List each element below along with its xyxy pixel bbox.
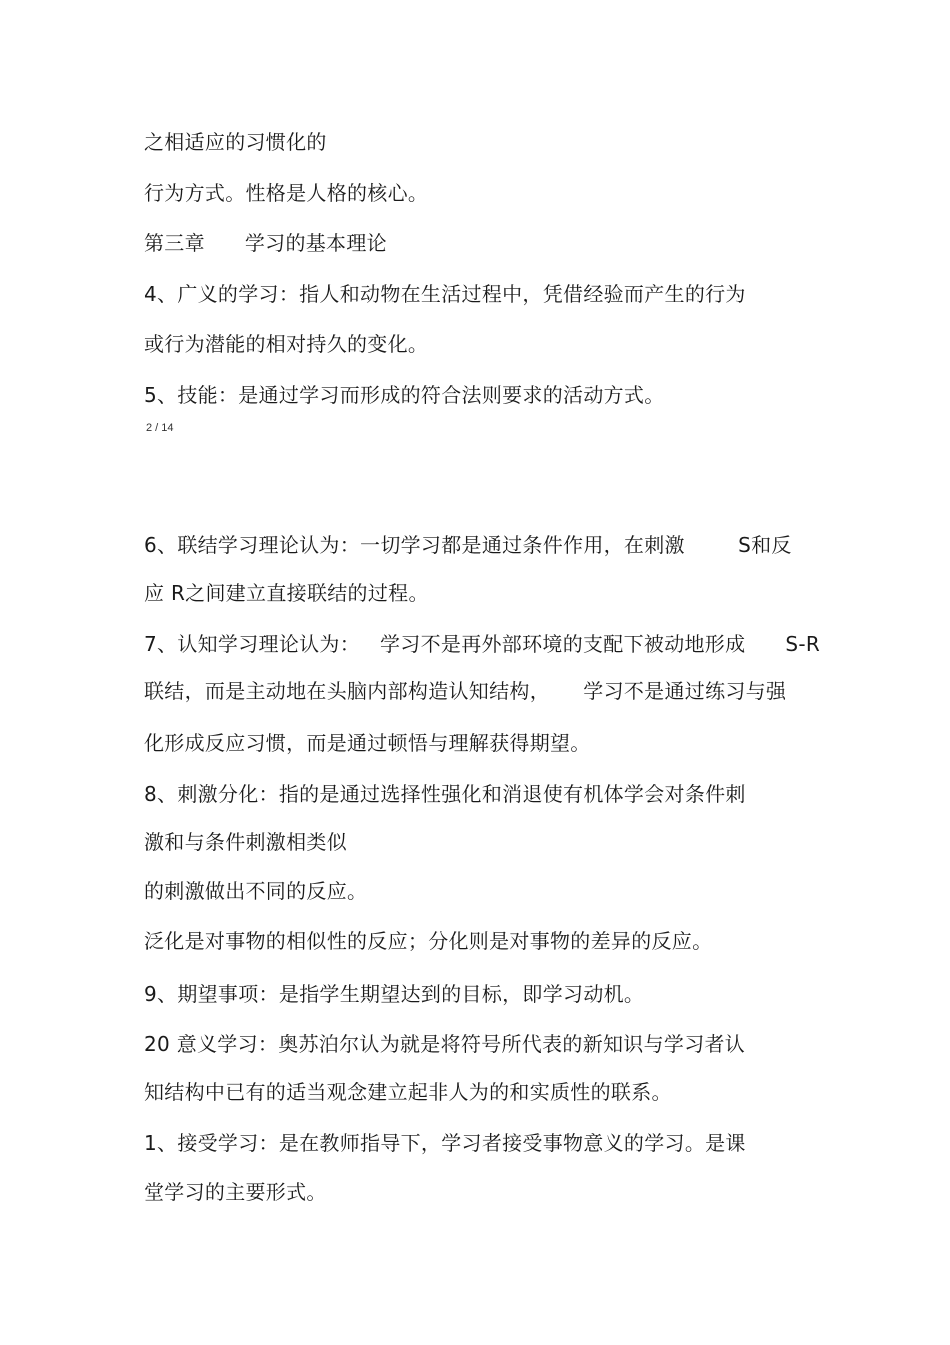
text-line: 化形成反应习惯，而是通过顿悟与理解获得期望。 <box>144 731 591 755</box>
text-line: 联结，而是主动地在头脑内部构造认知结构， 学习不是通过练习与强 <box>144 679 787 703</box>
text-line: 4、广义的学习：指人和动物在生活过程中，凭借经验而产生的行为 <box>144 282 746 306</box>
page-number: 2 / 14 <box>146 422 174 434</box>
text-line: 的刺激做出不同的反应。 <box>144 879 368 903</box>
text-line: 应 R之间建立直接联结的过程。 <box>144 581 429 605</box>
text-line: 知结构中已有的适当观念建立起非人为的和实质性的联系。 <box>144 1080 672 1104</box>
text-line: 20 意义学习：奥苏泊尔认为就是将符号所代表的新知识与学习者认 <box>144 1032 746 1056</box>
text-line: 8、刺激分化：指的是通过选择性强化和消退使有机体学会对条件刺 <box>144 782 746 806</box>
text-line: 9、期望事项：是指学生期望达到的目标，即学习动机。 <box>144 982 645 1006</box>
text-line: 6、联结学习理论认为：一切学习都是通过条件作用，在刺激 S和反 <box>144 533 792 557</box>
text-line: 5、技能：是通过学习而形成的符合法则要求的活动方式。 <box>144 383 665 407</box>
text-line: 7、认知学习理论认为： 学习不是再外部环境的支配下被动地形成 S-R <box>144 632 821 656</box>
text-line: 泛化是对事物的相似性的反应；分化则是对事物的差异的反应。 <box>144 929 713 953</box>
text-line: 激和与条件刺激相类似 <box>144 830 347 854</box>
text-line: 堂学习的主要形式。 <box>144 1180 327 1204</box>
text-line: 或行为潜能的相对持久的变化。 <box>144 332 429 356</box>
chapter-heading: 第三章 学习的基本理论 <box>144 231 387 255</box>
text-line: 1、接受学习：是在教师指导下，学习者接受事物意义的学习。是课 <box>144 1131 746 1155</box>
text-line: 行为方式。性格是人格的核心。 <box>144 181 429 205</box>
text-line: 之相适应的习惯化的 <box>144 130 327 154</box>
